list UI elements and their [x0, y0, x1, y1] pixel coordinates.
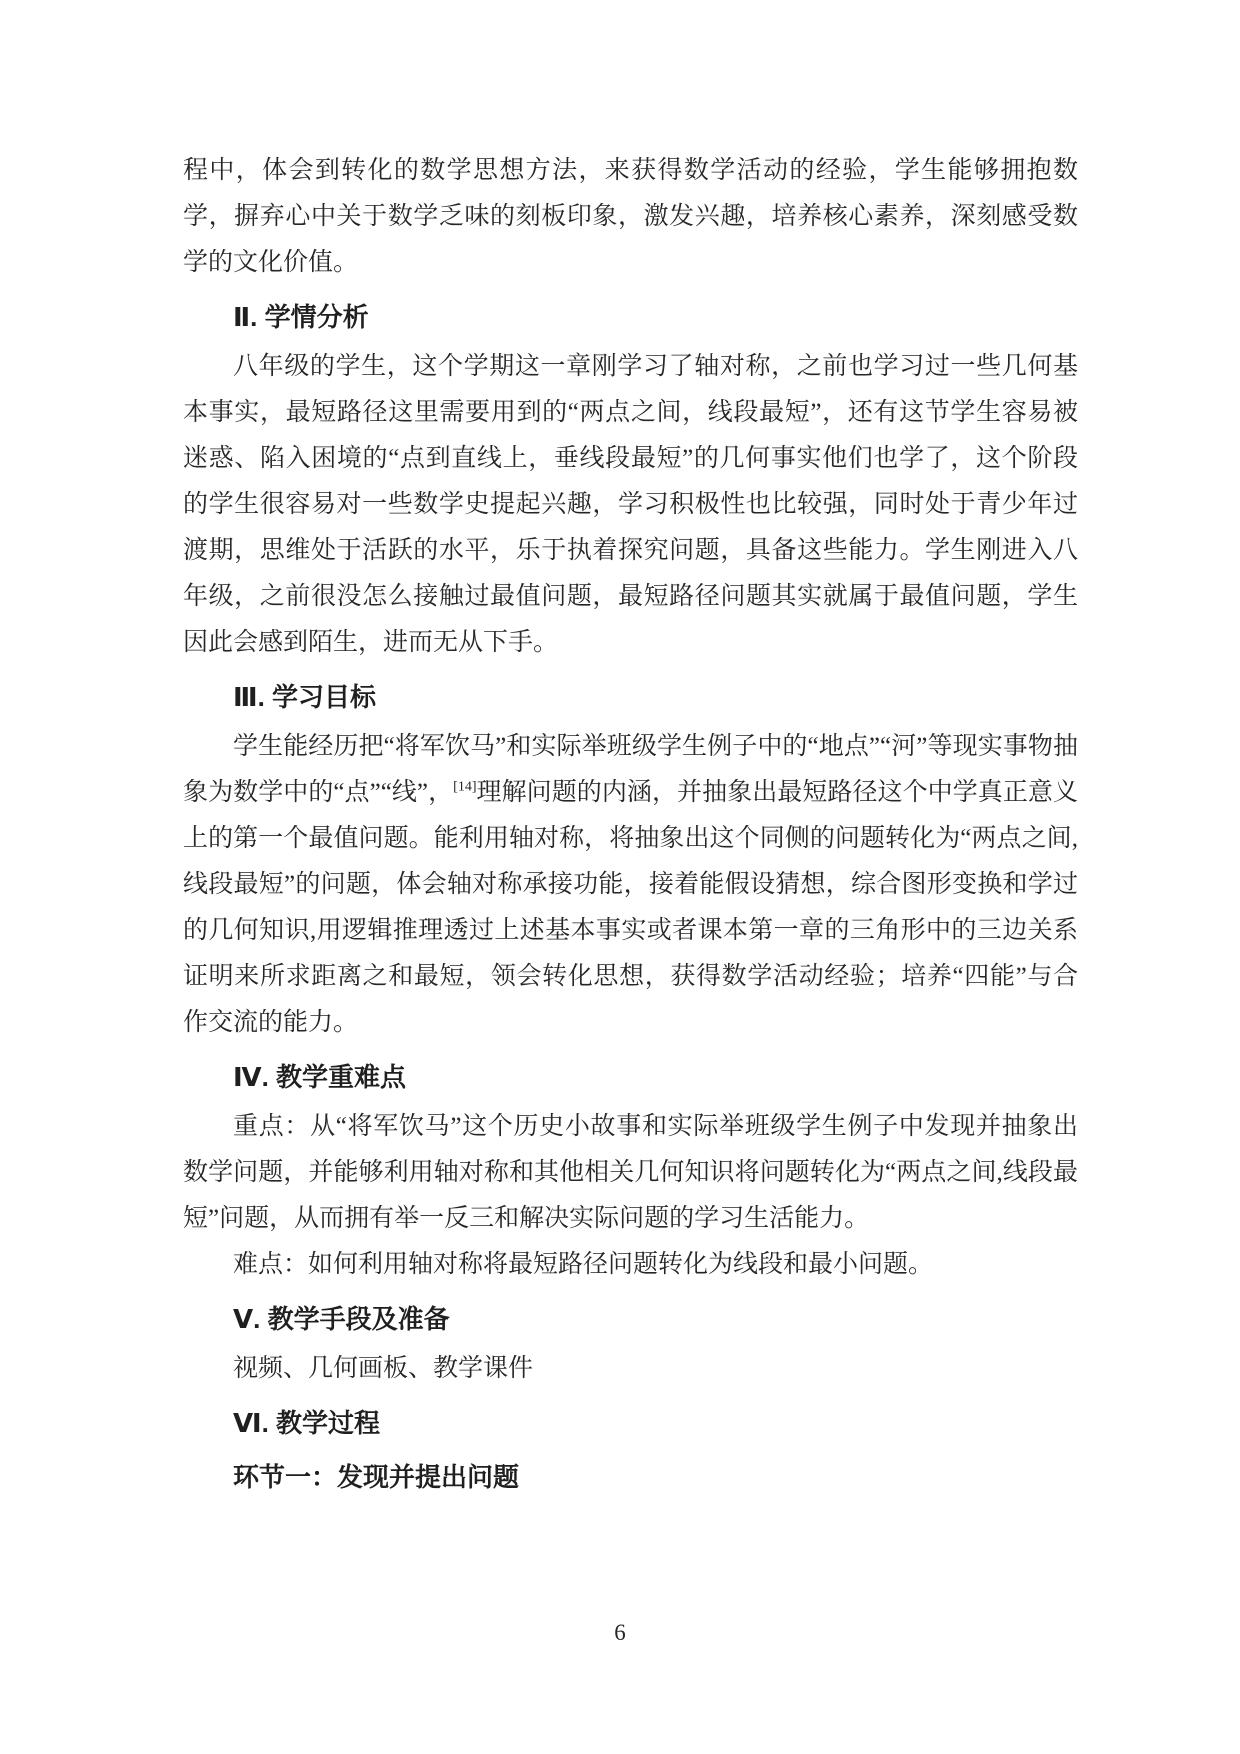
body-paragraph-tools-list: 视频、几何画板、教学课件 — [233, 1355, 534, 1382]
page-number: 6 — [614, 1620, 626, 1645]
citation-marker: [14] — [453, 779, 477, 795]
body-paragraph-learning-goals — [183, 724, 1078, 1046]
goal-text-before-citation: 学生能经历把“将军饮马”和实际举班级学生例子中的“地点”“河”等现实事物抽象为数学中的“点”“线”， — [183, 733, 1078, 806]
heading-teaching-tools: Ⅴ. 教学手段及准备 — [233, 1304, 450, 1334]
body-paragraph-student-analysis: 八年级的学生，这个学期这一章刚学习了轴对称，之前也学习过一些几何基本事实，最短路径这里需要用到的“两点之间，线段最短”，还有这节学生容易被迷惑、陷入困境的“点到直线上，垂线段最短”的几何事实他们也学了，这个阶段的学生很容易对一些数学史提起兴趣，学习积极性也比较强，同时处于青少年过渡期，思维处于活跃的水平，乐于执着探究问题，具备这些能力。学生刚进入八年级，之前很没怎么接触过最值问题，最短路径问题其实就属于最值问题，学生因此会感到陌生，进而无从下手。 — [183, 353, 1078, 656]
heading-teaching-key-points: Ⅳ. 教学重难点 — [233, 1062, 407, 1092]
heading-teaching-process: Ⅵ. 教学过程 — [233, 1408, 381, 1438]
body-paragraph-culture-value: 程中，体会到转化的数学思想方法，来获得数学活动的经验，学生能够拥抱数学，摒弃心中关于数学乏味的刻板印象，激发兴趣，培养核心素养，深刻感受数学的文化价值。 — [183, 157, 1078, 276]
heading-stage-one: 环节一：发现并提出问题 — [233, 1462, 520, 1492]
body-paragraph-key-point: 重点：从“将军饮马”这个历史小故事和实际举班级学生例子中发现并抽象出数学问题，并能够利用轴对称和其他相关几何知识将问题转化为“两点之间,线段最短”问题，从而拥有举一反三和解决实际问题的学习生活能力。 — [183, 1113, 1078, 1232]
heading-learning-analysis: Ⅱ. 学情分析 — [233, 302, 369, 332]
heading-learning-goals: Ⅲ. 学习目标 — [233, 682, 377, 712]
document-body — [183, 148, 1078, 1504]
goal-text-after-citation: 理解问题的内涵，并抽象出最短路径这个中学真正意义上的第一个最值问题。能利用轴对称，将抽象出这个同侧的问题转化为“两点之间,线段最短”的问题，体会轴对称承接功能，接着能假设猜想，综合图形变换和学过的几何知识,用逻辑推理透过上述基本事实或者课本第一章的三角形中的三边关系证明来所求距离之和最短，领会转化思想，获得数学活动经验；培养“四能”与合作交流的能力。 — [183, 779, 1078, 1036]
body-paragraph-difficult-point: 难点：如何利用轴对称将最短路径问题转化为线段和最小问题。 — [233, 1251, 934, 1278]
